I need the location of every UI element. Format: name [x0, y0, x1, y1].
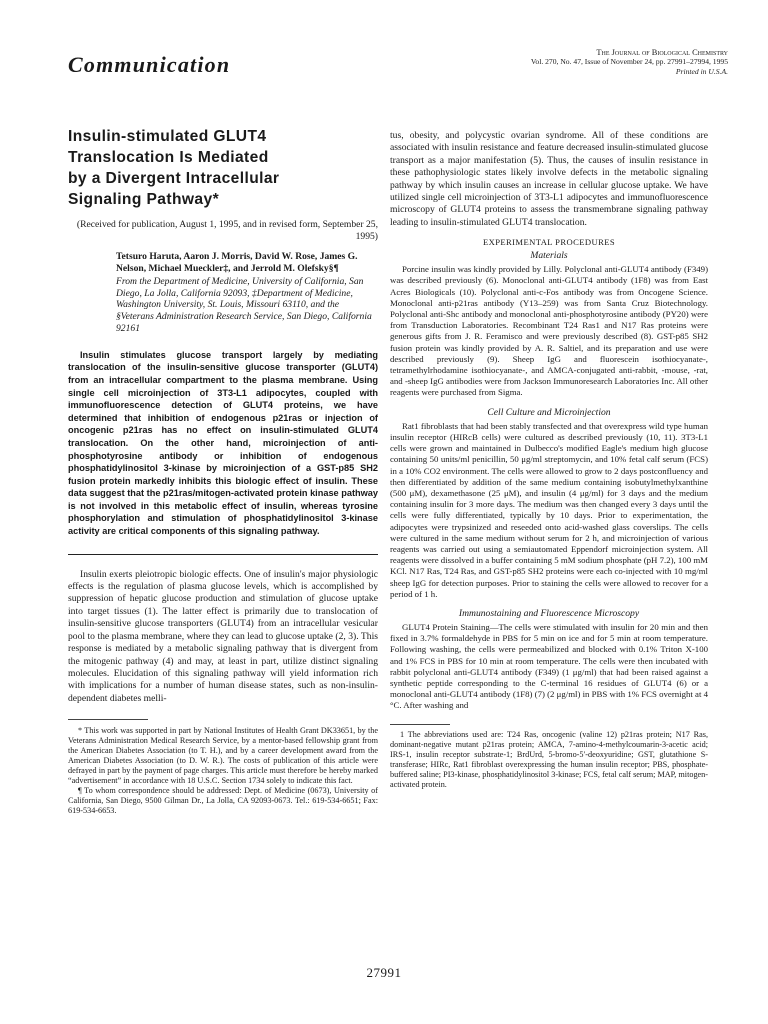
materials-paragraph: Porcine insulin was kindly provided by Lilly. Polyclonal anti-GLUT4 antibody (F349) was described previously (6). Monoclonal anti-GLUT4 antibody (1F8) was from East Acres Biologicals (10). Polyclonal anti-c-Fos antibody was from Oncogene Science. Monoclonal anti-p21ras antibody (Y13–259) was from Santa Cruz Biotechnology. Polyclonal anti-Shc antibody and monoclonal anti-phosphotyrosine antibody (PY20) were from Transduction Laboratories. Recombinant T24 Ras1 and N17 Ras proteins were generous gifts from J. R. Feramisco and were previously described (8). GST-p85 SH2 fusion protein was kindly provided by A. R. Saltiel, and its preparation and use were described previously (9). Sheep IgG and fluorescein isothiocyanate-, tetramethylrhodamine isothiocyanate-, and AMCA-conjugated anti-rabbit, -mouse, -rat, and -sheep IgG antibodies were from Jackson Immunoresearch Laboratories Inc. All other reagents were purchased from Sigma. — [390, 264, 708, 398]
page-number: 27991 — [366, 965, 402, 980]
cell-culture-heading: Cell Culture and Microinjection — [487, 406, 611, 418]
cell-culture-paragraph: Rat1 fibroblasts that had been stably transfected and that overexpress wild type human insulin receptor (HIRcB cells) were cultured as described previously (10, 11). 3T3-L1 cells were grown and maintained in Dulbecco's modified Eagle's medium high glucose containing 50 units/ml penicillin, 50 μg/ml streptomycin, and 10% fetal calf serum (FCS) in a 10% CO2 environment. The cells were allowed to grow to 2 days postconfluency and then differentiated by addition of the same medium containing isobutylmethylxanthine (500 μM), dexamethasone (25 μM), and insulin (4 μg/ml) for 3 days and the medium containing insulin for 3 more days. The medium was then changed every 3 days until the cells were fully differentiated, typically by 10 days. Prior to experimentation, the adipocytes were trypsinized and reseeded onto acid-washed glass coverslips. The cells were cultured in the same medium without serum for 2 h, and microinjection of various reagents was carried out using a semiautomated Eppendorf microinjection system. All reagents were dissolved in a buffer containing 5 mM sodium phosphate (pH 7.2), 100 mM KCl. N17 Ras, T24 Ras, and GST-p85 SH2 proteins were each co-injected with 10 mg/ml sheep IgG for detection purposes. Prior to staining the cells were allowed to recover for a period of 1 h. — [390, 420, 708, 599]
journal-header — [531, 48, 728, 76]
materials-heading: Materials — [530, 250, 568, 262]
intro-continued: tus, obesity, and polycystic ovarian syndrome. All of these conditions are associated with insulin resistance and feature decreased insulin-stimulated glucose transport as a major manifestation (5). Thus, the causes of insulin resistance in these pathophysiologic states likely involve defects in the metabolic signaling pathway by which insulin causes an increase in cellular glucose uptake. We have utilized single cell microinjection of 3T3-L1 adipocytes and immunofluorescence microscopy of GLUT4 proteins to assess the transmembrane signaling pathway leading to insulin-stimulated GLUT4 translocation. — [390, 130, 708, 228]
abstract: Insulin stimulates glucose transport largely by mediating translocation of the insulin-sensitive glucose transporter (GLUT4) from an intracellular compartment to the plasma membrane. Using single cell microinjection of 3T3-L1 adipocytes, coupled with immunofluorescence detection of GLUT4 proteins, we have determined that inhibition of endogenous p21ras or injection of oncogenic p21ras has no effect on insulin-stimulated GLUT4 translocation. On the other hand, microinjection of anti-phosphotyrosine antibody or inhibition of endogenous phosphatidylinositol 3-kinase by microinjection of a GST-p85 SH2 fusion protein markedly inhibits this biologic effect of insulin. These data suggest that the p21ras/mitogen-activated protein kinase pathway is not involved in this metabolic effect of insulin, whereas tyrosine phosphorylation and stimulation of phosphatidylinositol 3-kinase activity are critical components of this signaling pathway. — [68, 349, 378, 537]
abstract-divider — [68, 554, 378, 555]
journal-name: The Journal of Biological Chemistry — [596, 48, 728, 57]
experimental-procedures-heading: EXPERIMENTAL PROCEDURES — [482, 237, 616, 248]
abbreviations-footnote: 1 The abbreviations used are: T24 Ras, oncogenic (valine 12) p21ras protein; N17 Ras, dominant-negative mutant p21ras protein; AMCA, 7-amino-4-methylcoumarin-3-acetic acid; IRS-1, insulin receptor substrate-1; BrdUrd, 5-bromo-5′-deoxyuridine; GST, glutathione S-transferase; HIRc, Rat1 fibroblast overexpressing the human insulin receptor; PBS, phosphate-buffered saline; PI3-kinase, phosphatidylinositol 3-kinase; FCS, fetal calf serum; MAP, mitogen-activated protein. — [390, 729, 708, 789]
title-line: Translocation Is Mediated — [68, 149, 269, 166]
footnote-divider — [68, 719, 148, 720]
title-line: Insulin-stimulated GLUT4 — [68, 128, 267, 145]
right-column — [390, 130, 708, 790]
immunostaining-paragraph: GLUT4 Protein Staining—The cells were stimulated with insulin for 20 min and then fixed in 3.7% formaldehyde in PBS for 5 min on ice and for 5 min at room temperature. Following washing, the cells were permeabilized and blocked with 0.1% Triton X-100 and 1% FCS in PBS for 10 min at room temperature. The cells were then incubated with rabbit polyclonal anti-GLUT4 antibody (F349) (1 μg/ml) that had been raised against a synthetic peptide corresponding to the C-terminal 16 residues of GLUT4 (6) or a monoclonal anti-GLUT4 antibody (1F8) (7) (2 μg/ml) in PBS with 1% FCS overnight at 4 °C. After washing and — [390, 621, 708, 711]
abbrev-footnote-divider — [390, 724, 450, 725]
author-block — [116, 251, 378, 335]
article-title — [68, 126, 378, 210]
printed-in: Printed in U.S.A. — [675, 66, 728, 76]
section-label: Communication — [68, 52, 231, 77]
correspondence-footnote: ¶ To whom correspondence should be addressed: Dept. of Medicine (0673), University of California, San Diego, 9500 Gilman Dr., La Jolla, CA 92093-0673. Tel.: 619-534-6651; Fax: 619-534-6653. — [68, 786, 378, 816]
volume-line: Vol. 270, No. 47, Issue of November 24, pp. 27991–27994, 1995 — [530, 57, 728, 67]
left-column — [68, 126, 378, 816]
received-dates: (Received for publication, August 1, 1995, and in revised form, September 25, 1995) — [76, 219, 378, 242]
funding-footnote: * This work was supported in part by National Institutes of Health Grant DK33651, by the Veterans Administration Medical Research Service, by a mentor-based fellowship grant from the American Diabetes Association (to T. H.), and by a career development award from the American Diabetes Association (to D. W. R.). The costs of publication of this article were defrayed in part by the payment of page charges. This article must therefore be hereby marked “advertisement” in accordance with 18 U.S.C. Section 1734 solely to indicate this fact. — [68, 726, 378, 786]
author-list: Tetsuro Haruta, Aaron J. Morris, David W. Rose, James G. Nelson, Michael Mueckler‡, and Jerrold M. Olefsky§¶ — [116, 251, 358, 274]
affiliations: From the Department of Medicine, University of California, San Diego, La Jolla, California 92093, ‡Department of Medicine, Washington University, St. Louis, Missouri 63110, and the §Veterans Administration Research Service, San Diego, California 92161 — [116, 275, 372, 334]
intro-paragraph: Insulin exerts pleiotropic biologic effects. One of insulin's major physiologic effects is the regulation of plasma glucose levels, which is accomplished by suppression of hepatic glucose production and stimulation of glucose uptake into target tissues (1). The latter effect is primarily due to translocation of insulin-sensitive glucose transporters (GLUT4) from an intracellular vesicular pool to the plasma membrane, where they can lead to glucose uptake (2, 3). This response is mediated by a metabolic signaling pathway that is divergent from the mitogenic pathway (4) and may, at least in part, utilize distinct signaling molecules. Elucidation of this signaling pathway will yield information rich with implications for a number of human disease states, such as non-insulin-dependent diabetes melli- — [68, 568, 378, 704]
immunostaining-heading: Immunostaining and Fluorescence Microscopy — [458, 607, 640, 619]
title-line: Signaling Pathway* — [68, 191, 220, 208]
title-line: by a Divergent Intracellular — [68, 170, 280, 187]
